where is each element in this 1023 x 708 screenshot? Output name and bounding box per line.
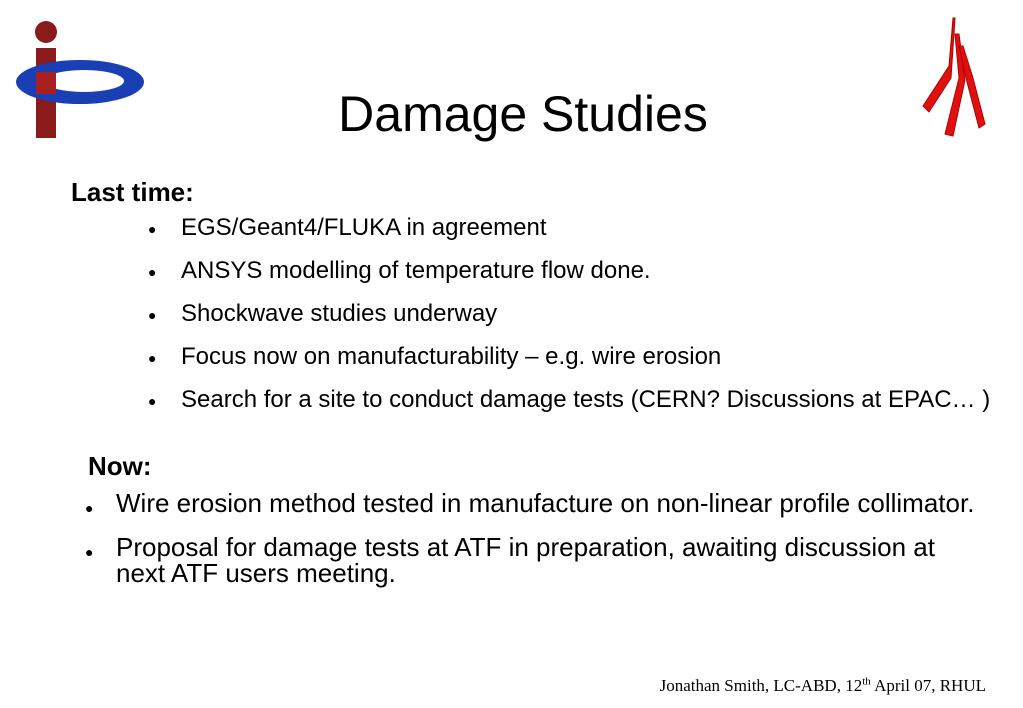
bullet-icon: ● — [148, 221, 157, 237]
last-time-list — [148, 214, 1001, 430]
bullet-icon: ● — [148, 350, 157, 366]
flame-logo-icon — [915, 16, 987, 142]
list-item — [85, 488, 976, 518]
list-item — [148, 300, 1001, 327]
list-item-text: Focus now on manufacturability – e.g. wire erosion — [181, 343, 722, 370]
footer-ordinal-suffix: th — [862, 675, 871, 688]
list-item-text: Proposal for damage tests at ATF in preparation, awaiting discussion at next ATF users meeting. — [116, 532, 935, 588]
footer-credit — [660, 676, 986, 696]
footer-text-before: Jonathan Smith, LC-ABD, 12 — [659, 676, 863, 695]
bullet-icon: ● — [85, 500, 94, 516]
footer-text-after: April 07, RHUL — [870, 676, 986, 695]
list-item-text: Wire erosion method tested in manufacture on non-linear profile collimator. — [116, 488, 975, 518]
ip-logo-icon — [10, 18, 152, 140]
list-item-text: ANSYS modelling of temperature flow done. — [181, 257, 651, 284]
list-item-text: Shockwave studies underway — [181, 300, 498, 327]
list-item-text: Search for a site to conduct damage tests (CERN? Discussions at EPAC… ) — [181, 386, 991, 413]
section-heading-last-time: Last time: — [71, 177, 194, 207]
list-item — [85, 532, 976, 588]
slide-title: Damage Studies — [338, 86, 708, 142]
list-item — [148, 214, 1001, 241]
bullet-icon: ● — [85, 544, 94, 560]
section-heading-now: Now: — [88, 451, 152, 481]
list-item-text: EGS/Geant4/FLUKA in agreement — [181, 214, 547, 241]
now-list — [85, 488, 976, 604]
bullet-icon: ● — [148, 393, 157, 409]
bullet-icon: ● — [148, 307, 157, 323]
bullet-icon: ● — [148, 264, 157, 280]
list-item — [148, 257, 1001, 284]
list-item — [148, 386, 1001, 413]
list-item — [148, 343, 1001, 370]
